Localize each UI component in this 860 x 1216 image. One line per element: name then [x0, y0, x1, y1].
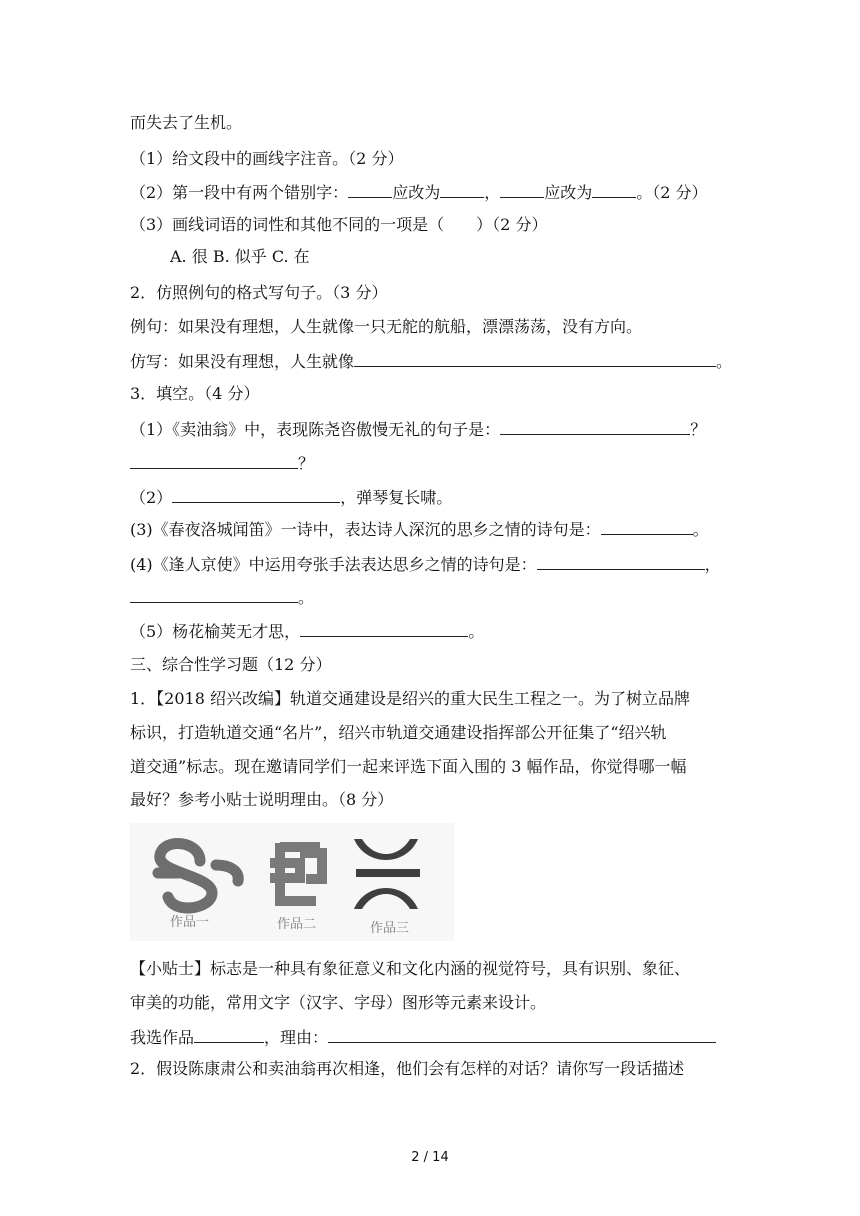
answer-blank[interactable]	[354, 350, 716, 367]
question-1: （1）给文段中的画线字注音。（2 分）	[130, 149, 404, 168]
question-2: （2）第一段中有两个错别字： 应改为 ， 应改为 。（2 分）	[130, 183, 708, 202]
fill-5: （5）杨花榆荚无才思， 。	[130, 622, 485, 641]
section-heading: 3．填空。（4 分）	[130, 384, 260, 403]
answer-blank[interactable]	[440, 181, 484, 198]
fill-1-cont: ？	[130, 452, 314, 475]
answer-blank[interactable]	[130, 586, 298, 603]
section-heading: 2．仿照例句的格式写句子。（3 分）	[130, 283, 388, 302]
paragraph-line: 最好？参考小贴士说明理由。（8 分）	[130, 790, 394, 809]
tip-line: 审美的功能，常用文字（汉字、字母）图形等元素来设计。	[130, 993, 547, 1012]
answer-blank[interactable]	[194, 1026, 264, 1043]
answer-blank[interactable]	[500, 181, 544, 198]
page-number: 2 / 14	[411, 1150, 449, 1165]
answer-blank[interactable]	[500, 418, 690, 435]
answer-blank[interactable]	[328, 1026, 716, 1043]
logo-three-caption: 作品三	[370, 921, 410, 936]
fill-3: (3)《春夜洛城闻笛》一诗中，表达诗人深沉的思乡之情的诗句是： 。	[130, 520, 709, 539]
answer-blank[interactable]	[172, 486, 340, 503]
imitation-line: 仿写：如果没有理想，人生就像 。	[130, 352, 733, 371]
logo-candidates-figure	[130, 823, 454, 941]
question-3: （3）画线词语的词性和其他不同的一项是（ ）（2 分）	[130, 215, 548, 234]
logo-three-image	[354, 839, 420, 909]
fill-1: （1）《卖油翁》中，表现陈尧咨傲慢无礼的句子是： ？	[130, 420, 707, 439]
paragraph-line: 道交通”标志。现在邀请同学们一起来评选下面入围的 3 幅作品，你觉得哪一幅	[130, 757, 687, 776]
logo-one-caption: 作品一	[170, 915, 210, 930]
tip-line: 【小贴士】标志是一种具有象征意义和文化内涵的视觉符号，具有识别、象征、	[130, 959, 691, 978]
fill-4: (4)《逢人京使》中运用夸张手法表达思乡之情的诗句是： ，	[130, 555, 721, 574]
section-heading: 三、综合性学习题（12 分）	[130, 655, 332, 674]
fill-2: （2） ，弹琴复长啸。	[130, 488, 453, 507]
answer-blank[interactable]	[601, 518, 693, 535]
text-line: 而失去了生机。	[130, 113, 243, 132]
logo-two-caption: 作品二	[277, 917, 317, 932]
paragraph-line: 1．【2018 绍兴改编】轨道交通建设是绍兴的重大民生工程之一。为了树立品牌	[130, 689, 690, 708]
example-sentence: 例句：如果没有理想，人生就像一只无舵的航船，漂漂荡荡，没有方向。	[130, 317, 643, 336]
answer-blank[interactable]	[300, 620, 468, 637]
answer-blank[interactable]	[592, 181, 636, 198]
answer-blank[interactable]	[130, 452, 298, 469]
paragraph-line: 标识，打造轨道交通“名片”，绍兴市轨道交通建设指挥部公开征集了“绍兴轨	[130, 723, 667, 742]
choice-line: 我选作品 ，理由：	[130, 1026, 716, 1049]
answer-blank[interactable]	[348, 181, 392, 198]
answer-blank[interactable]	[537, 553, 705, 570]
logo-two-image	[270, 843, 322, 901]
question-3-options: A. 很 B. 似乎 C. 在	[170, 247, 310, 266]
paragraph-line: 2．假设陈康肃公和卖油翁再次相逢，他们会有怎样的对话？请你写一段话描述	[130, 1059, 685, 1078]
logo-one-image	[158, 844, 238, 909]
fill-4-cont: 。	[130, 586, 314, 609]
